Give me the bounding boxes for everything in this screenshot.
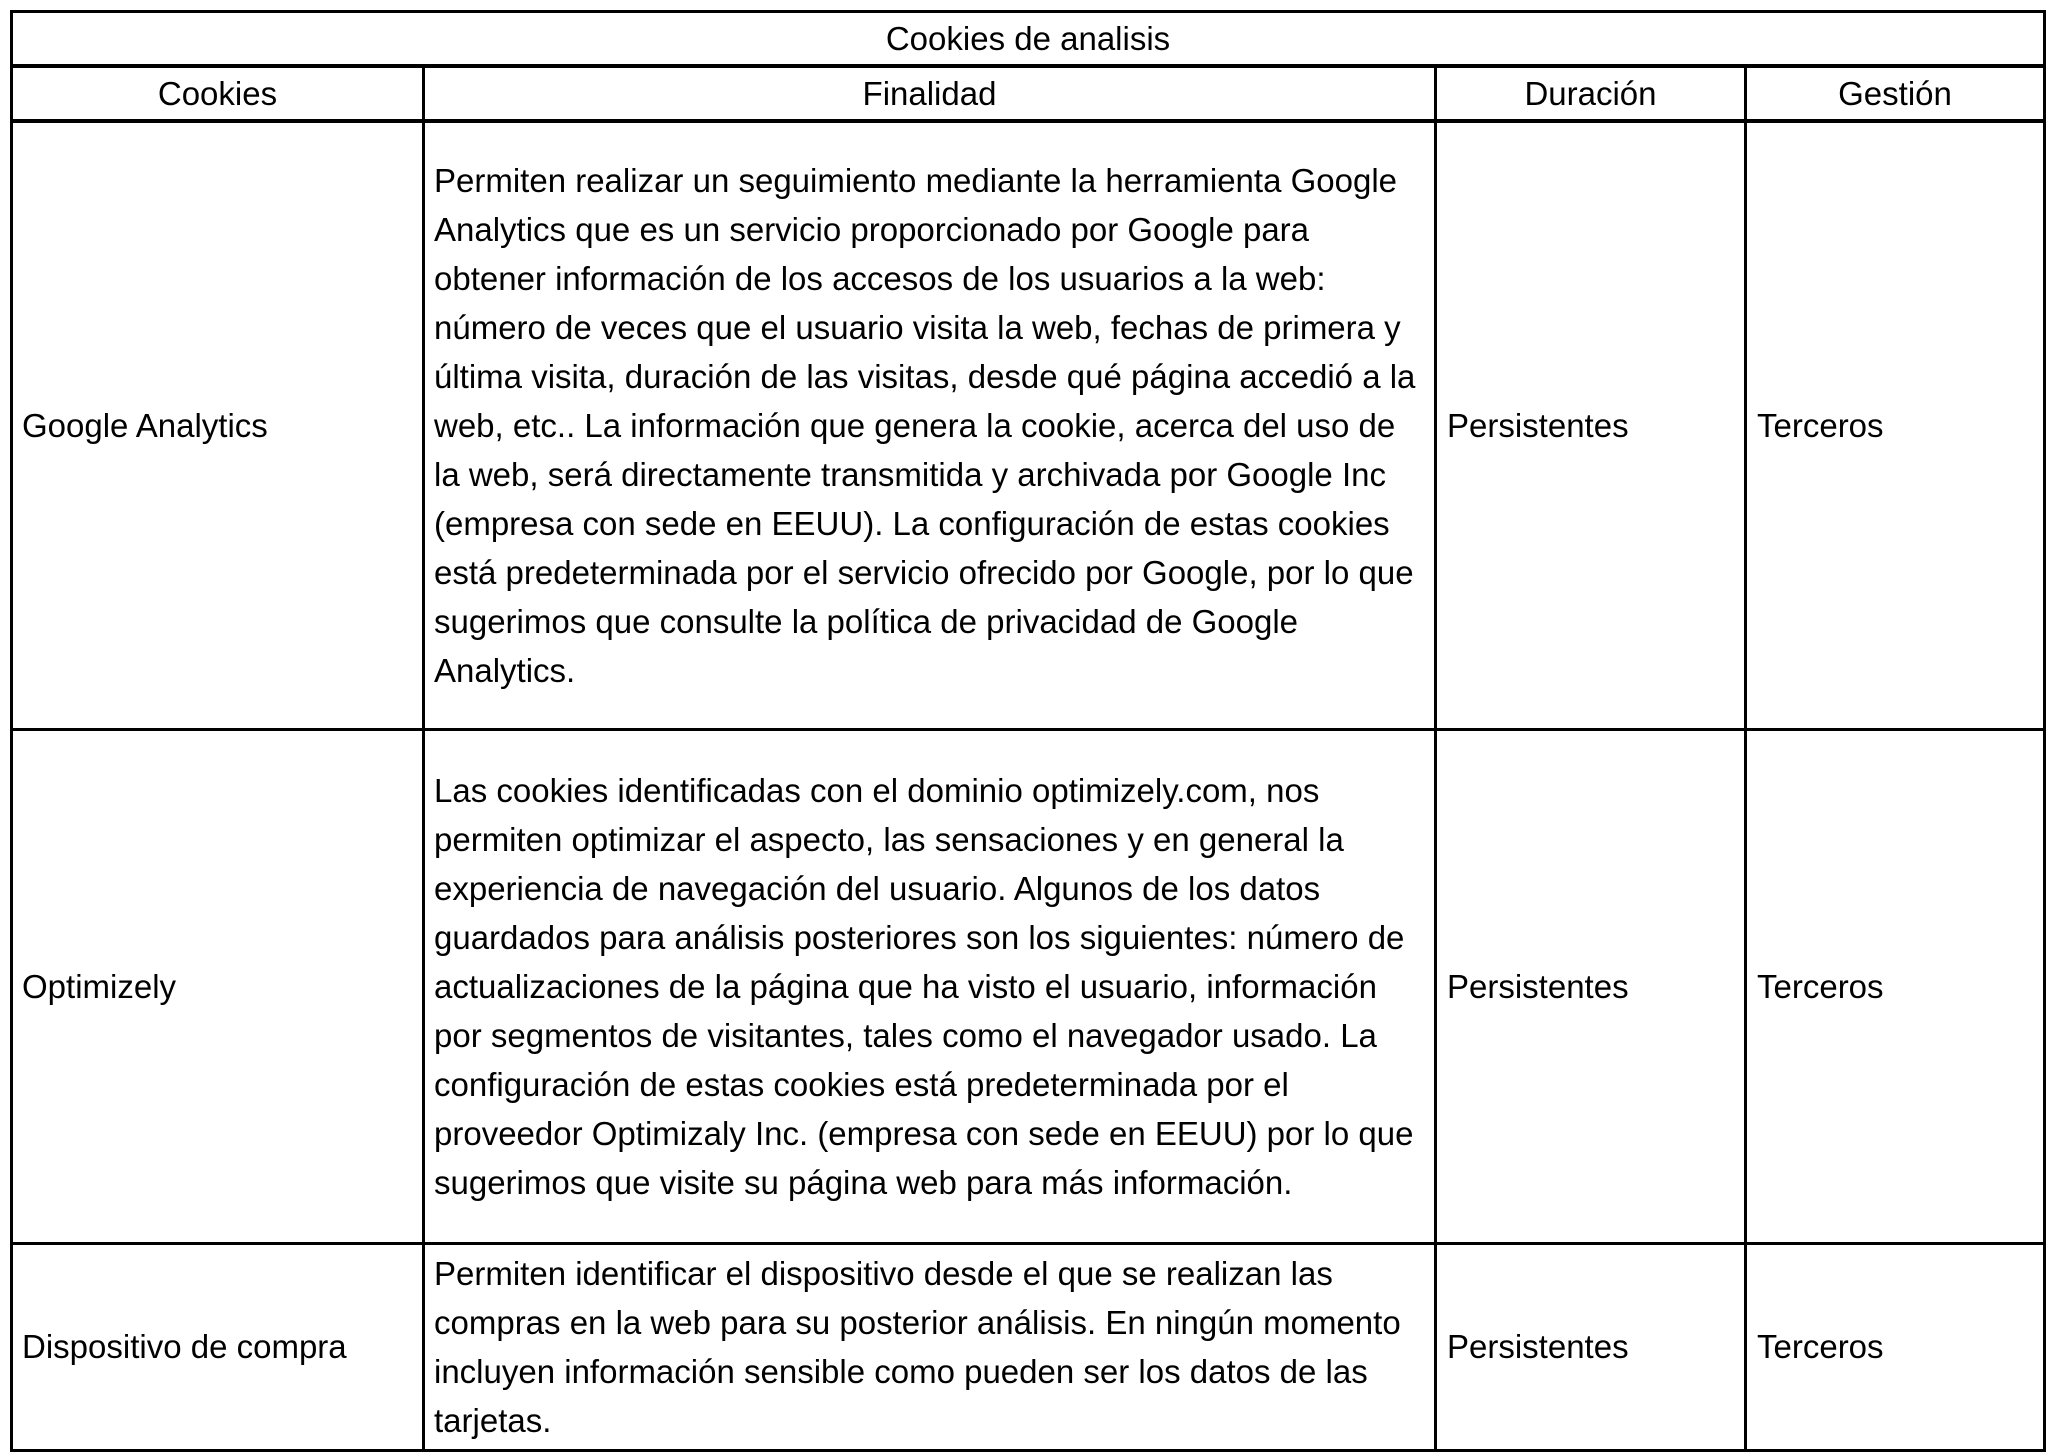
cookie-name-cell: Dispositivo de compra [12, 1243, 424, 1450]
table-row-dispositivo-de-compra [12, 1243, 2045, 1450]
column-header-gestion: Gestión [1746, 66, 2045, 121]
cookie-management-cell: Terceros [1746, 1243, 2045, 1450]
table-row-google-analytics [12, 121, 2045, 729]
cookie-name-cell: Google Analytics [12, 121, 424, 729]
table-title: Cookies de analisis [12, 12, 2045, 67]
table-header-row [12, 66, 2045, 121]
cookie-purpose-cell: Permiten realizar un seguimiento mediante la herramienta Google Analytics que es un servicio proporcionado por Google para obtener información de los accesos de los usuarios a la web: número de veces que el usuario visita la web, fechas de primera y última visita, duración de las visitas, desde qué página accedió a la web, etc.. La información que genera la cookie, acerca del uso de la web, será directamente transmitida y archivada por Google Inc (empresa con sede en EEUU). La configuración de estas cookies está predeterminada por el servicio ofrecido por Google, por lo que sugerimos que consulte la política de privacidad de Google Analytics. [424, 121, 1436, 729]
column-header-duracion: Duración [1436, 66, 1746, 121]
column-header-finalidad: Finalidad [424, 66, 1436, 121]
cookie-duration-cell: Persistentes [1436, 1243, 1746, 1450]
table-row-optimizely [12, 729, 2045, 1243]
analysis-cookies-table [10, 10, 2046, 1452]
cookie-management-cell: Terceros [1746, 729, 2045, 1243]
cookie-purpose-cell: Permiten identificar el dispositivo desde el que se realizan las compras en la web para su posterior análisis. En ningún momento incluyen información sensible como pueden ser los datos de las tarjetas. [424, 1243, 1436, 1450]
cookie-name-cell: Optimizely [12, 729, 424, 1243]
cookie-duration-cell: Persistentes [1436, 121, 1746, 729]
column-header-cookies: Cookies [12, 66, 424, 121]
cookies-policy-page [10, 10, 2046, 1452]
cookie-management-cell: Terceros [1746, 121, 2045, 729]
table-title-row [12, 12, 2045, 67]
cookie-purpose-cell: Las cookies identificadas con el dominio optimizely.com, nos permiten optimizar el aspecto, las sensaciones y en general la experiencia de navegación del usuario. Algunos de los datos guardados para análisis posteriores son los siguientes: número de actualizaciones de la página que ha visto el usuario, información por segmentos de visitantes, tales como el navegador usado. La configuración de estas cookies está predeterminada por el proveedor Optimizaly Inc. (empresa con sede en EEUU) por lo que sugerimos que visite su página web para más información. [424, 729, 1436, 1243]
cookie-duration-cell: Persistentes [1436, 729, 1746, 1243]
